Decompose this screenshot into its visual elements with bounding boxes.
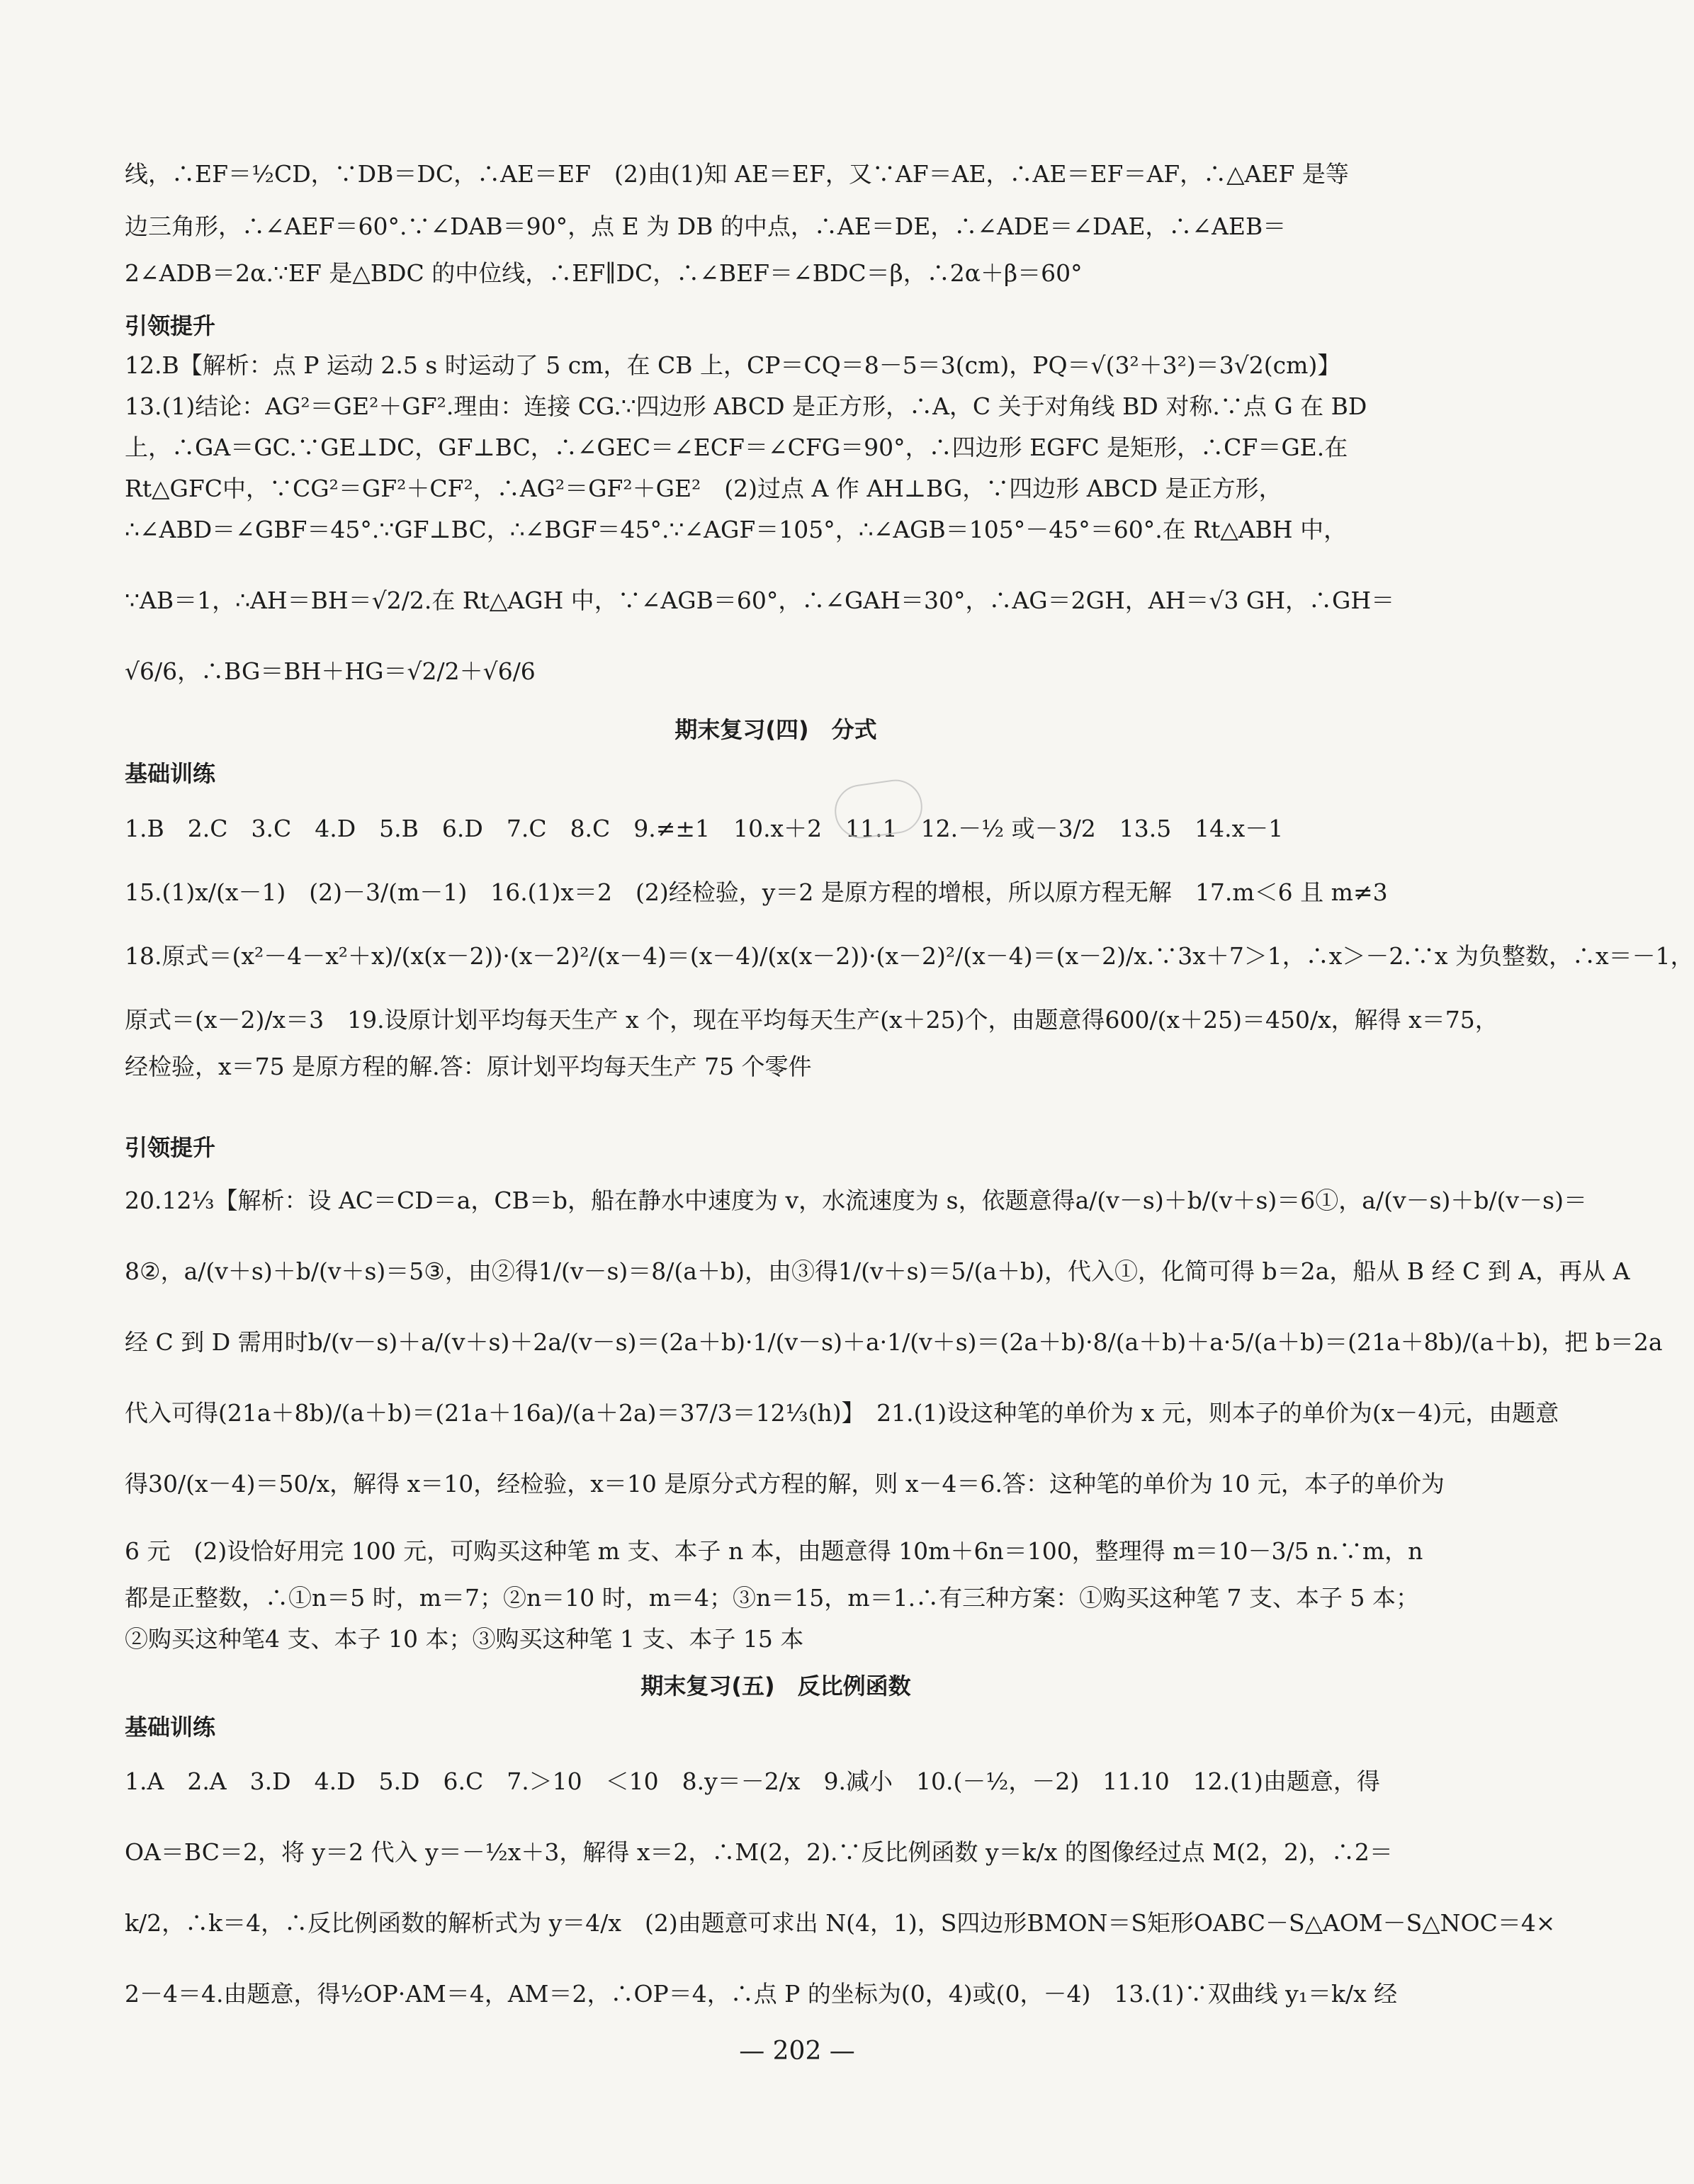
text-line: ∴∠ABD＝∠GBF＝45°.∵GF⊥BC，∴∠BGF＝45°.∵∠AGF＝105°，∴∠AGB＝105°－45°＝60°.在 Rt△ABH 中， <box>125 516 1348 543</box>
page-number: — 202 — <box>739 2037 855 2066</box>
top-continuation <box>125 145 1427 297</box>
section-title-4: 期末复习(四) 分式 <box>674 716 877 743</box>
text-line: 20.12⅓【解析：设 AC＝CD＝a，CB＝b，船在静水中速度为 v，水流速度为 s，依题意得a/(v－s)＋b/(v＋s)＝6①，a/(v－s)＋b/(v－s)＝ <box>125 1187 1587 1214</box>
text-line: OA＝BC＝2，将 y＝2 代入 y＝－½x＋3，解得 x＝2，∴M(2，2).∵反比例函数 y＝k/x 的图像经过点 M(2，2)，∴2＝ <box>125 1838 1393 1866</box>
text-line: 15.(1)x/(x－1) (2)－3/(m－1) 16.(1)x＝2 (2)经检验，y＝2 是原方程的增根，所以原方程无解 17.m＜6 且 m≠3 <box>125 878 1388 906</box>
text-line: 1.A 2.A 3.D 4.D 5.D 6.C 7.＞10 ＜10 8.y＝－2/x 9.减小 10.(－½，－2) 11.10 12.(1)由题意，得 <box>125 1767 1380 1795</box>
text-line: 8②，a/(v＋s)＋b/(v＋s)＝5③，由②得1/(v－s)＝8/(a＋b)，由③得1/(v＋s)＝5/(a＋b)，代入①，化简可得 b＝2a，船从 B 经 C 到 A，再从 A <box>125 1257 1630 1285</box>
text-line: 2∠ADB＝2α.∵EF 是△BDC 的中位线，∴EF∥DC，∴∠BEF＝∠BDC＝β，∴2α＋β＝60° <box>125 259 1083 287</box>
questions-12-13 <box>125 351 1427 703</box>
section-heading: 基础训练 <box>125 760 216 787</box>
section-heading: 基础训练 <box>125 1714 216 1741</box>
text-line: 上，∴GA＝GC.∵GE⊥DC，GF⊥BC，∴∠GEC＝∠ECF＝∠CFG＝90°，∴四边形 EGFC 是矩形，∴CF＝GE.在 <box>125 434 1348 461</box>
text-line: 18.原式＝(x²－4－x²＋x)/(x(x－2))·(x－2)²/(x－4)＝(x－4)/(x(x－2))·(x－2)²/(x－4)＝(x－2)/x.∵3x＋7＞1，∴x＞－2.∵x 为负整数，∴x＝－1， <box>125 942 1694 970</box>
section-5-answers <box>125 1746 1556 2030</box>
text-line: 线，∴EF＝½CD，∵DB＝DC，∴AE＝EF (2)由(1)知 AE＝EF，又∵AF＝AE，∴AE＝EF＝AF，∴△AEF 是等 <box>125 160 1349 188</box>
text-line: 经 C 到 D 需用时b/(v－s)＋a/(v＋s)＋2a/(v－s)＝(2a＋b)·1/(v－s)＋a·1/(v＋s)＝(2a＋b)·8/(a＋b)＋a·5/(a＋b)＝(21a＋8b)/(a＋b)，把 b＝2a <box>125 1328 1663 1356</box>
section-title-5: 期末复习(五) 反比例函数 <box>640 1673 911 1699</box>
section-heading: 引领提升 <box>125 1134 216 1161</box>
text-line: 边三角形，∴∠AEF＝60°.∵∠DAB＝90°，点 E 为 DB 的中点，∴AE＝DE，∴∠ADE＝∠DAE，∴∠AEB＝ <box>125 213 1287 240</box>
text-line: 都是正整数，∴①n＝5 时，m＝7；②n＝10 时，m＝4；③n＝15，m＝1.∴有三种方案：①购买这种笔 7 支、本子 5 本； <box>125 1584 1420 1612</box>
text-line: k/2，∴k＝4，∴反比例函数的解析式为 y＝4/x (2)由题意可求出 N(4，1)，S四边形BMON＝S矩形OABC－S△AOM－S△NOC＝4× <box>125 1909 1556 1937</box>
text-line: 6 元 (2)设恰好用完 100 元，可购买这种笔 m 支、本子 n 本，由题意得 10m＋6n＝100，整理得 m＝10－3/5 n.∵m，n <box>125 1537 1423 1565</box>
text-line: ∵AB＝1，∴AH＝BH＝√2/2.在 Rt△AGH 中，∵∠AGB＝60°，∴∠GAH＝30°，∴AG＝2GH，AH＝√3 GH，∴GH＝ <box>125 587 1395 614</box>
text-line: 代入可得(21a＋8b)/(a＋b)＝(21a＋16a)/(a＋2a)＝37/3＝12⅓(h)】 21.(1)设这种笔的单价为 x 元，则本子的单价为(x－4)元，由题意 <box>125 1399 1559 1427</box>
text-line: ②购买这种笔4 支、本子 10 本；③购买这种笔 1 支、本子 15 本 <box>125 1625 804 1653</box>
text-line: 原式＝(x－2)/x＝3 19.设原计划平均每天生产 x 个，现在平均每天生产(x＋25)个，由题意得600/(x＋25)＝450/x，解得 x＝75， <box>125 1006 1498 1034</box>
text-line: √6/6，∴BG＝BH＋HG＝√2/2＋√6/6 <box>125 657 536 685</box>
text-line: 经检验，x＝75 是原方程的解.答：原计划平均每天生产 75 个零件 <box>125 1053 812 1080</box>
questions-20-21 <box>125 1165 1663 1665</box>
text-line: Rt△GFC中，∵CG²＝GF²＋CF²，∴AG²＝GF²＋GE² (2)过点 A 作 AH⊥BG，∵四边形 ABCD 是正方形， <box>125 475 1282 502</box>
text-line: 12.B【解析：点 P 运动 2.5 s 时运动了 5 cm，在 CB 上，CP＝CQ＝8－5＝3(cm)，PQ＝√(3²＋3²)＝3√2(cm)】 <box>125 351 1341 379</box>
section-heading: 引领提升 <box>125 312 216 339</box>
text-line: 2－4＝4.由题意，得½OP·AM＝4，AM＝2，∴OP＝4，∴点 P 的坐标为(0，4)或(0，－4) 13.(1)∵双曲线 y₁＝k/x 经 <box>125 1980 1398 2008</box>
section-4-answers <box>125 797 1694 1087</box>
text-line: 13.(1)结论：AG²＝GE²＋GF².理由：连接 CG.∵四边形 ABCD 是正方形，∴A，C 关于对角线 BD 对称.∵点 G 在 BD <box>125 392 1367 420</box>
text-line: 1.B 2.C 3.C 4.D 5.B 6.D 7.C 8.C 9.≠±1 10.x＋2 11.1 12.－½ 或－3/2 13.5 14.x－1 <box>125 815 1284 842</box>
text-line: 得30/(x－4)＝50/x，解得 x＝10，经检验，x＝10 是原分式方程的解，则 x－4＝6.答：这种笔的单价为 10 元，本子的单价为 <box>125 1470 1445 1498</box>
